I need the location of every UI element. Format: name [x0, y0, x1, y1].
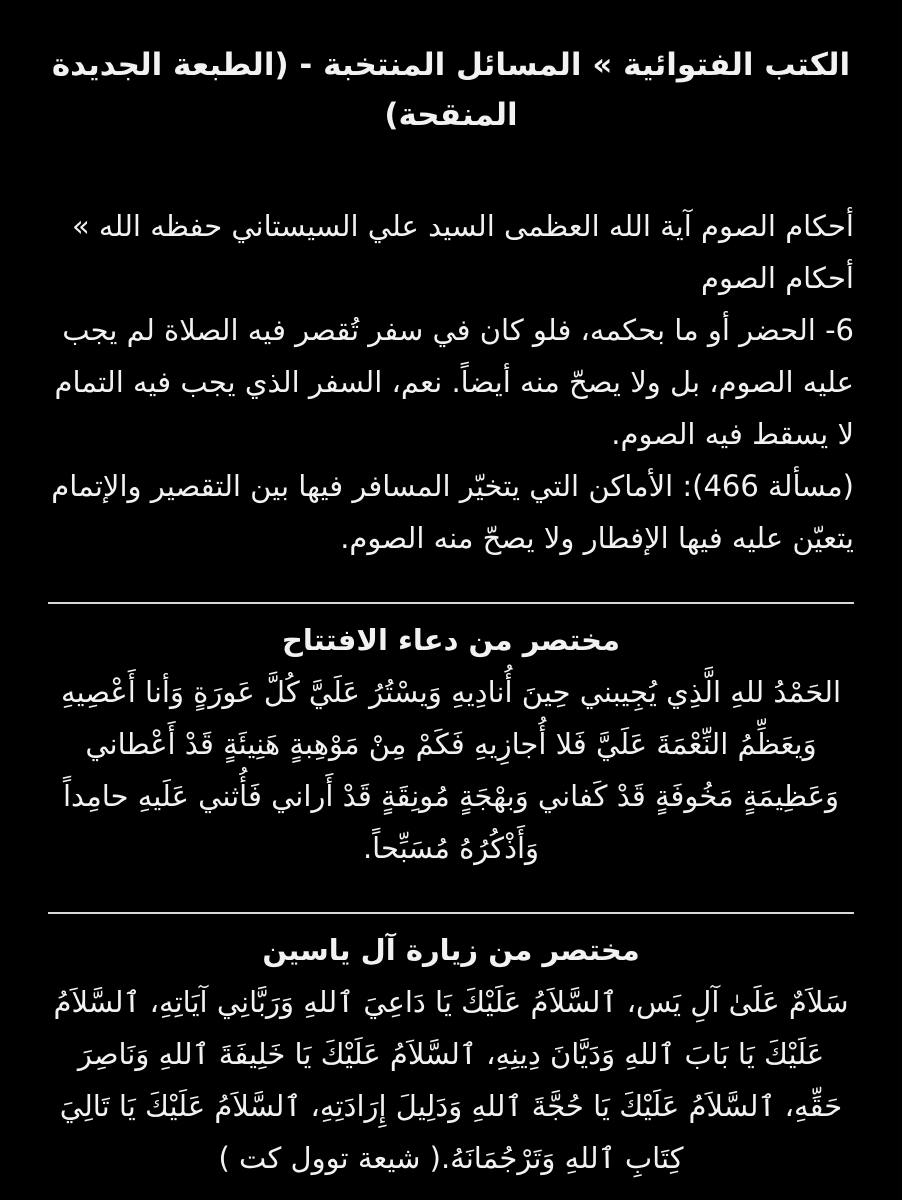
ziyarah-heading: مختصر من زيارة آل ياسين [262, 933, 640, 967]
section-divider [48, 602, 854, 604]
breadcrumb: أحكام الصوم آية الله العظمى السيد علي السيستاني حفظه الله » أحكام الصوم [71, 209, 854, 295]
supplication-heading: مختصر من دعاء الافتتاح [281, 623, 621, 657]
page-title: الكتب الفتوائية » المسائل المنتخبة - (الطبعة الجديدة المنقحة) [51, 47, 851, 133]
ruling-issue-466: (مسألة 466): الأماكن التي يتخيّر المسافر فيها بين التقصير والإتمام يتعيّن عليه فيها الإفطار ولا يصحّ منه الصوم. [51, 469, 854, 555]
supplication-section [48, 618, 854, 874]
ruling-item-6: 6- الحضر أو ما بحكمه، فلو كان في سفر تُقصر فيه الصلاة لم يجب عليه الصوم، بل ولا يصحّ منه أيضاً. نعم، السفر الذي يجب فيه التمام لا يسقط فيه الصوم. [54, 313, 854, 451]
ziyarah-text: سَلاَمٌ عَلَىٰ آلِ يَس، ٱلسَّلاَمُ عَلَيْكَ يَا دَاعِيَ ٱللهِ وَرَبَّانِي آيَاتِهِ، ٱلسَّلاَمُ عَلَيْكَ يَا بَابَ ٱللهِ وَدَيَّانَ دِينِهِ، ٱلسَّلاَمُ عَلَيْكَ يَا خَلِيفَةَ ٱللهِ وَنَاصِرَ حَقِّهِ، ٱلسَّلاَمُ عَلَيْكَ يَا حُجَّةَ ٱللهِ وَدَلِيلَ إِرَادَتِهِ، ٱلسَّلاَمُ عَلَيْكَ يَا تَالِيَ كِتَابِ ٱللهِ وَتَرْجُمَانَهُ.( شيعة توول كت ) [53, 985, 849, 1175]
ziyarah-section [48, 928, 854, 1184]
supplication-text: الحَمْدُ للهِ الَّذِي يُجِيبني حِينَ أُنادِيهِ وَيسْتُرُ عَلَيَّ كُلَّ عَورَةٍ وَأنا أَعْصِيهِ وَيعَظِّمُ النِّعْمَةَ عَلَيَّ فَلا أُجازِيهِ فَكَمْ مِنْ مَوْهِبةٍ هَنِيئَةٍ قَدْ أَعْطاني وَعَظِيمَةٍ مَخُوفَةٍ قَدْ كَفاني وَبهْجَةٍ مُونِقَةٍ قَدْ أَراني فَأُثني عَلَيهِ حامِداً وَأَذْكُرُهُ مُسَبِّحاً. [60, 675, 842, 865]
section-divider [48, 912, 854, 914]
ruling-section [48, 200, 854, 564]
